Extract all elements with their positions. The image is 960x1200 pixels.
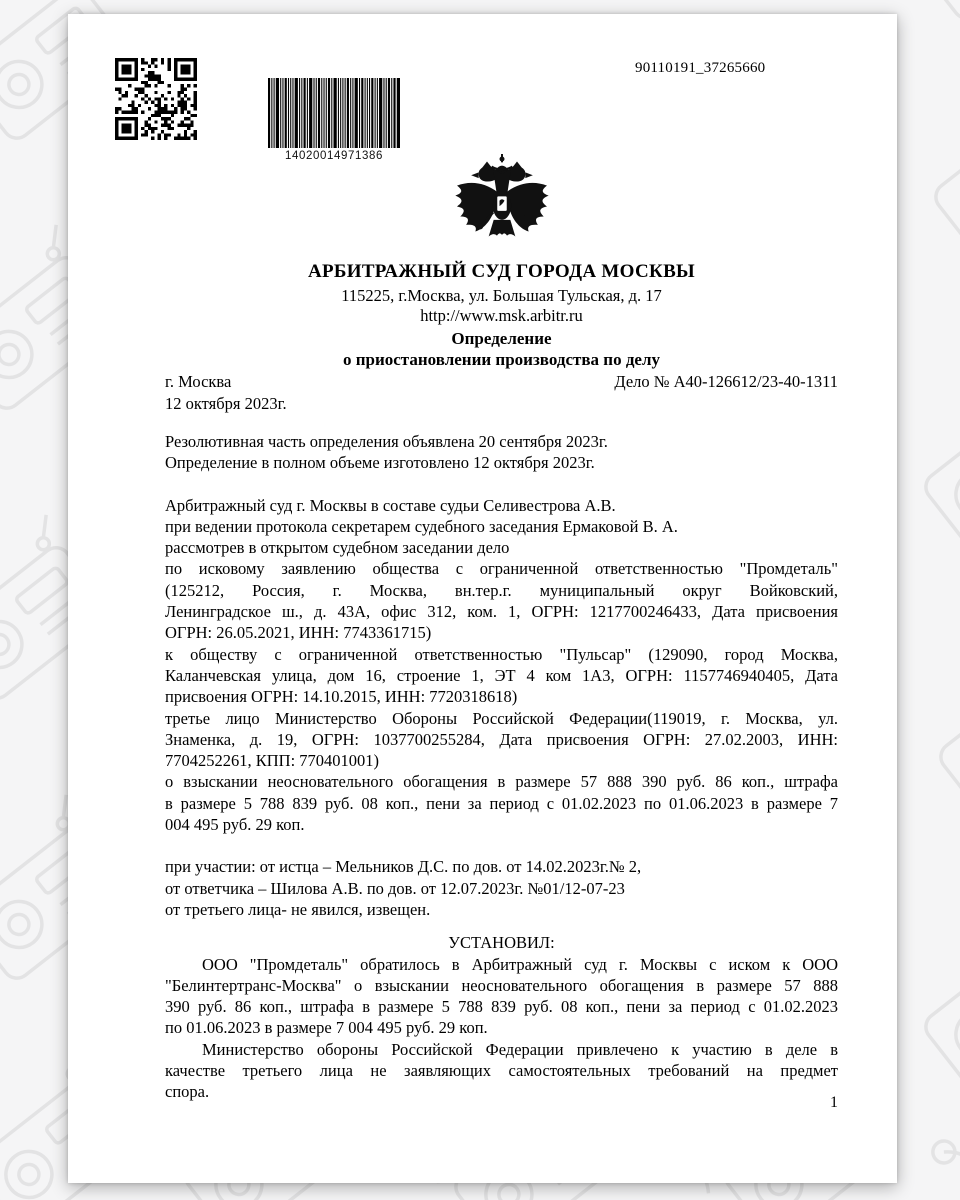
case-number: Дело № А40-126612/23-40-1311: [614, 372, 838, 391]
body-line: Знаменка, д. 19, ОГРН: 1037700255284, Дата присвоения ОГРН: 27.02.2003, ИНН:: [165, 729, 838, 749]
body-line: Определение в полном объеме изготовлено 12 октября 2023г.: [165, 453, 595, 473]
doc-title: Определение: [451, 329, 552, 348]
document-body: [165, 431, 838, 1103]
body-line: качестве третьего лица не заявляющих самостоятельных требований на предмет: [165, 1061, 838, 1081]
body-line: спора.: [165, 1082, 210, 1102]
body-spacer: [165, 835, 838, 856]
body-line: Ленинградское ш., д. 43А, офис 312, ком. 1, ОГРН: 1217700246433, Дата присвоения: [165, 602, 838, 622]
doc-date: 12 октября 2023г.: [165, 394, 287, 413]
body-line: УСТАНОВИЛ:: [448, 933, 555, 953]
court-name: АРБИТРАЖНЫЙ СУД ГОРОДА МОСКВЫ: [307, 261, 696, 282]
document-code: 90110191_37265660: [635, 60, 766, 76]
body-spacer: [165, 474, 838, 495]
body-line: при ведении протокола секретарем судебного заседания Ермаковой В. А.: [165, 516, 678, 536]
body-line: от ответчика – Шилова А.В. по дов. от 12.07.2023г. №01/12-07-23: [165, 878, 625, 898]
doc-subtitle: о приостановлении производства по делу: [342, 350, 661, 369]
body-line: (125212, Россия, г. Москва, вн.тер.г. муниципальный округ Войковский,: [165, 580, 838, 600]
body-line: Министерство обороны Российской Федерации привлечено к участию в деле в: [202, 1039, 838, 1059]
barcode: [268, 78, 400, 162]
body-line: Резолютивная часть определения объявлена 20 сентября 2023г.: [165, 432, 608, 451]
body-line: по 01.06.2023 в размере 7 004 495 руб. 29 коп.: [165, 1018, 488, 1038]
body-line: по исковому заявлению общества с ограниченной ответственностью "Промдеталь": [165, 559, 838, 579]
court-website: http://www.msk.arbitr.ru: [420, 306, 583, 325]
body-line: ОГРН: 26.05.2021, ИНН: 7743361715): [165, 623, 432, 643]
body-line: "Белинтертранс-Москва" о взыскании неосновательного обогащения в размере 57 888: [165, 975, 838, 995]
court-address: 115225, г.Москва, ул. Большая Тульская, д. 17: [341, 286, 662, 305]
body-line: в размере 5 788 839 руб. 08 коп., пени за период с 01.02.2023 по 01.06.2023 в размере 7: [165, 793, 838, 813]
barcode-number: 14020014971386: [285, 150, 383, 162]
body-line: Арбитражный суд г. Москвы в составе судьи Селивестрова А.В.: [165, 495, 616, 515]
russian-coat-of-arms-icon: [452, 154, 552, 259]
body-line: присвоения ОГРН: 14.10.2015, ИНН: 7720318618): [165, 687, 518, 707]
body-line: о взыскании неосновательного обогащения в размере 57 888 390 руб. 86 коп., штрафа: [165, 772, 838, 792]
body-line: к обществу с ограниченной ответственностью "Пульсар" (129090, город Москва,: [165, 644, 838, 664]
body-spacer: [165, 920, 838, 932]
doc-city: г. Москва: [165, 372, 232, 391]
body-line: ООО "Промдеталь" обратилось в Арбитражный суд г. Москвы с иском к ООО: [202, 954, 838, 974]
body-line: третье лицо Министерство Обороны Российской Федерации(119019, г. Москва, ул.: [165, 708, 838, 728]
body-line: 390 руб. 86 коп., штрафа в размере 5 788 839 руб. 08 коп., пени за период с 01.02.2023: [165, 997, 838, 1017]
body-line: от третьего лица- не явился, извещен.: [165, 899, 431, 919]
body-line: рассмотрев в открытом судебном заседании дело: [165, 538, 510, 558]
body-line: 7704252261, КПП: 770401001): [165, 751, 380, 771]
body-line: 004 495 руб. 29 коп.: [165, 815, 305, 835]
body-line: при участии: от истца – Мельников Д.С. по дов. от 14.02.2023г.№ 2,: [165, 857, 642, 877]
qr-code-icon: [115, 58, 197, 140]
document-page: [68, 14, 897, 1183]
body-line: Каланчевская улица, дом 16, строение 1, ЭТ 4 ком 1А3, ОГРН: 1157746940405, Дата: [165, 665, 838, 685]
document-header: [165, 260, 838, 414]
page-number: 1: [830, 1094, 838, 1111]
